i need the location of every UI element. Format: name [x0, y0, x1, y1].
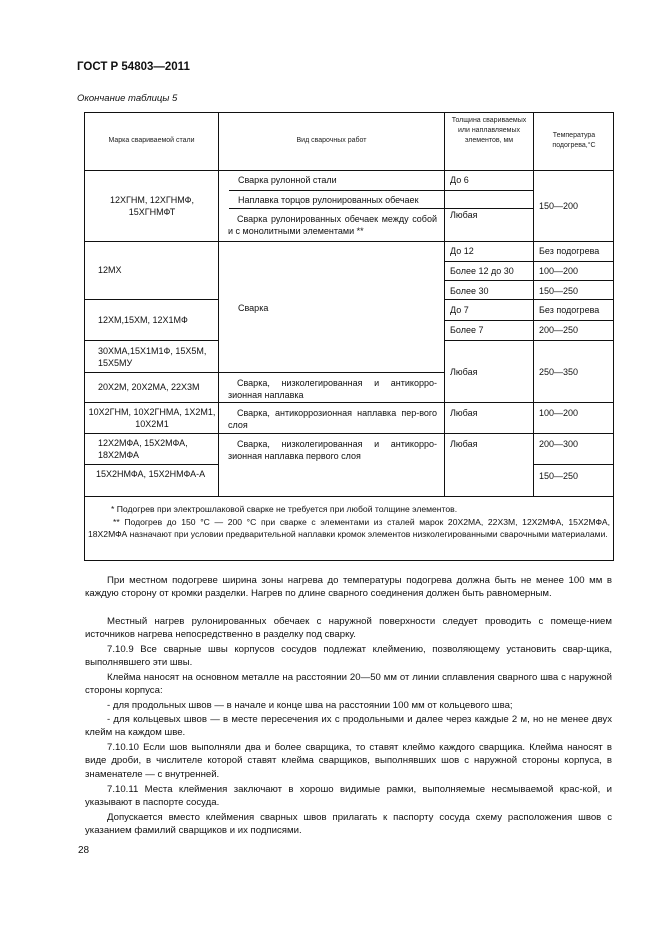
- paragraph: 7.10.9 Все сварные швы корпусов сосудов подлежат клеймению, позволяющему установить свар-щика, выполнявшего эти швы.: [85, 644, 612, 669]
- temperature-value: 100—200: [539, 266, 579, 276]
- temperature-value: Без подогрева: [539, 246, 600, 256]
- thickness-value: Любая: [450, 439, 478, 449]
- list-item: - для кольцевых швов — в месте пересечения их с продольными и далее через каждые 2 м, но не менее двух клейм на каждом шве.: [85, 714, 612, 739]
- temperature-value: Без подогрева: [539, 305, 600, 315]
- work-type: Сварка рулонированных обечаек между собой и с монолитными элементами **: [228, 214, 437, 236]
- steel-grade: 12ХГНМ, 12ХГНМФ, 15ХГНМФТ: [109, 195, 194, 217]
- list-item: - для продольных швов — в начале и конце шва на расстоянии 100 мм от кольцевого шва;: [107, 700, 513, 711]
- work-type: Наплавка торцов рулонированных обечаек: [238, 195, 419, 205]
- thickness-value: Более 7: [450, 325, 484, 335]
- thickness-value: До 12: [450, 246, 474, 256]
- steel-grade: 15Х2НМФА, 15Х2НМФА-А: [96, 469, 206, 479]
- thickness-value: Более 12 до 30: [450, 266, 514, 276]
- thickness-value: Более 30: [450, 286, 489, 296]
- temperature-value: 150—200: [539, 201, 579, 211]
- column-header-temperature: Температура подогрева,°С: [552, 132, 596, 149]
- column-header-steel: Марка свариваемой стали: [108, 137, 195, 144]
- paragraph: Клейма наносят на основном металле на расстоянии 20—50 мм от линии сплавления сварного шва с наружной стороны корпуса:: [85, 672, 612, 697]
- footnote-2: ** Подогрев до 150 °С — 200 °С при сварке с элементами из сталей марок 20Х2МА, 22Х3М, 12Х2МФА, 15Х2МФА, 18Х2МФА назначают при условии предварительной наплавки кромок элементов низколегированными сварочными материалами.: [88, 516, 610, 539]
- work-type: Сварка рулонной стали: [238, 175, 337, 185]
- column-header-work: Вид сварочных работ: [296, 137, 367, 144]
- steel-grade: 10Х2ГНМ, 10Х2ГНМА, 1Х2М1, 10Х2М1: [88, 407, 216, 429]
- temperature-value: 200—250: [539, 325, 579, 335]
- steel-grade: 12МХ: [98, 265, 122, 275]
- paragraph: Допускается вместо клеймения сварных швов прилагать к паспорту сосуда схему расположения швов с указанием фамилий сварщиков и их подписями.: [85, 812, 612, 837]
- steel-grade: 12ХМ,15ХМ, 12Х1МФ: [98, 315, 188, 325]
- thickness-value: Любая: [450, 210, 478, 220]
- temperature-value: 150—250: [539, 286, 579, 296]
- table-footnotes: [88, 503, 610, 541]
- paragraph: При местном подогреве ширина зоны нагрева до температуры подогрева должна быть не менее 100 мм в каждую сторону от кромки разделки. Нагрев по длине сварного соединения должен быть равномерным.: [85, 575, 612, 600]
- work-type: Сварка: [238, 303, 269, 313]
- page-number: 28: [78, 845, 90, 856]
- temperature-value: 150—250: [539, 471, 579, 481]
- column-header-thickness: Толщина свариваемых или наплавляемых элементов, мм: [451, 117, 527, 144]
- paragraph: 7.10.11 Места клеймения заключают в хорошо видимые рамки, выполняемые несмываемой крас-кой, и указывают в паспорте сосуда.: [85, 784, 612, 809]
- table-caption: Окончание таблицы 5: [77, 93, 178, 104]
- paragraph: Местный нагрев рулонированных обечаек с наружной поверхности следует проводить с помеще-нием источников нагрева непосредственно в разделку под сварку.: [85, 616, 612, 641]
- thickness-value: До 7: [450, 305, 469, 315]
- thickness-value: Любая: [450, 367, 478, 377]
- work-type: Сварка, низколегированная и антикорро-зионная наплавка первого слоя: [228, 439, 437, 461]
- steel-grade: 12Х2МФА, 15Х2МФА, 18Х2МФА: [98, 438, 188, 460]
- steel-grade: 20Х2М, 20Х2МА, 22Х3М: [98, 382, 200, 392]
- document-header: ГОСТ Р 54803—2011: [77, 61, 190, 73]
- temperature-value: 200—300: [539, 439, 579, 449]
- thickness-value: До 6: [450, 175, 469, 185]
- temperature-value: 250—350: [539, 367, 579, 377]
- temperature-value: 100—200: [539, 408, 579, 418]
- work-type: Сварка, низколегированная и антикорро-зионная наплавка: [228, 378, 437, 400]
- steel-grade: 30ХМА,15Х1М1Ф, 15Х5М, 15Х5МУ: [98, 346, 207, 368]
- work-type: Сварка, антикоррозионная наплавка пер-вого слоя: [228, 408, 437, 430]
- footnote-1: * Подогрев при электрошлаковой сварке не требуется при любой толщине элементов.: [111, 504, 458, 514]
- paragraph: 7.10.10 Если шов выполняли два и более сварщика, то ставят клеймо каждого сварщика. Клейма наносят в виде дроби, в числителе которой ставят клейма сварщиков, выполнявших шов с наружной стороны корпуса, в знаменателе — с внутренней.: [85, 742, 612, 780]
- thickness-value: Любая: [450, 408, 478, 418]
